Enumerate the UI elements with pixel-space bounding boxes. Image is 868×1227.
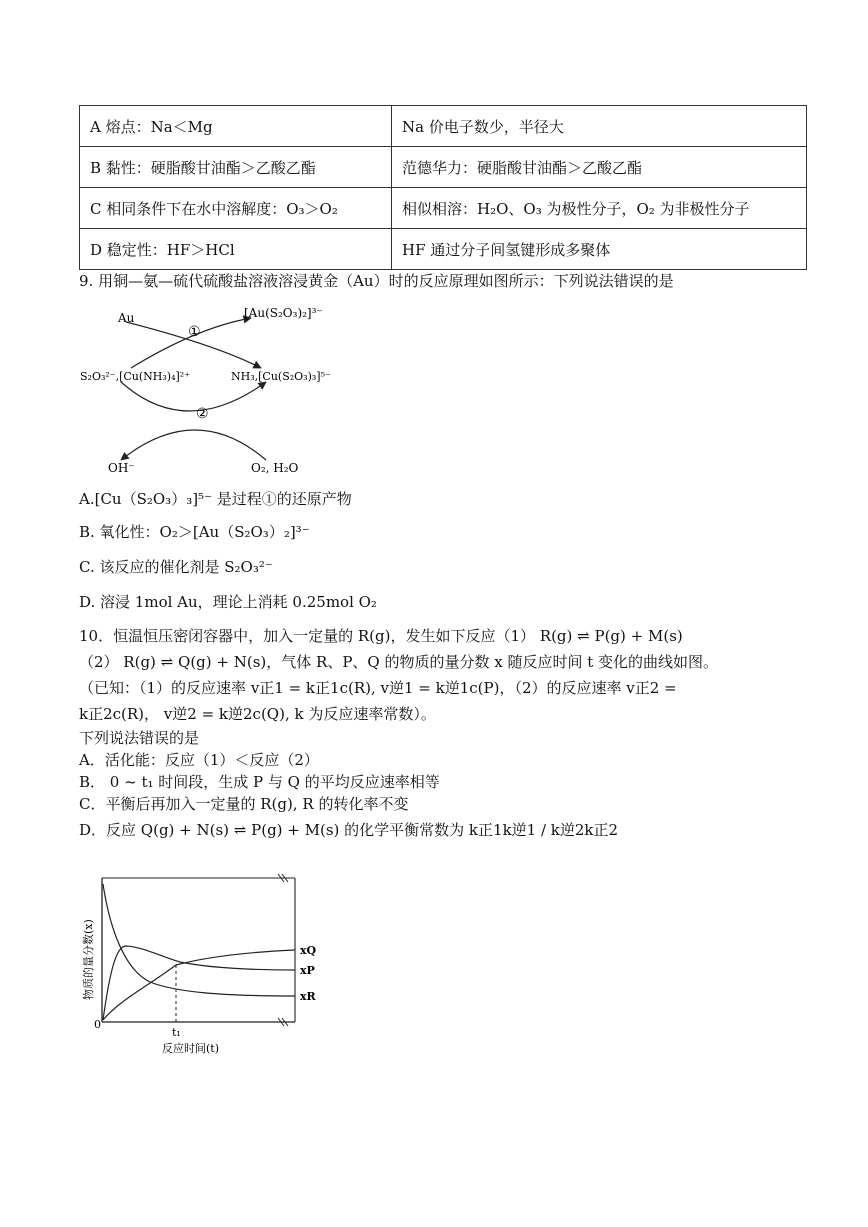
question-10-line-1: 10．恒温恒压密闭容器中，加入一定量的 R(g)，发生如下反应（1） R(g) ⇌ P(g) + M(s) [79, 627, 683, 645]
label-au: Au [118, 311, 135, 325]
reaction-cycle-diagram [76, 300, 356, 480]
question-10-line-4: k正2c(R)， v逆2 = k逆2c(Q), k 为反应速率常数）。 [79, 705, 436, 723]
q9-option-d: D. 溶浸 1mol Au，理论上消耗 0.25mol O₂ [79, 593, 377, 611]
q10-option-c: C．平衡后再加入一定量的 R(g), R 的转化率不变 [79, 795, 409, 813]
table-cell: B 黏性：硬脂酸甘油酯＞乙酸乙酯 [80, 147, 392, 188]
question-10-line-5: 下列说法错误的是 [79, 729, 200, 747]
question-10-line-2: （2） R(g) ⇌ Q(g) + N(s)，气体 R、P、Q 的物质的量分数 x 随反应时间 t 变化的曲线如图。 [79, 653, 719, 671]
question-9-stem: 9. 用铜—氨—硫代硫酸盐溶液溶浸黄金（Au）时的反应原理如图所示：下列说法错误的是 [79, 272, 674, 290]
table-cell: 范德华力：硬脂酸甘油酯＞乙酸乙酯 [392, 147, 807, 188]
table-cell: Na 价电子数少，半径大 [392, 106, 807, 147]
q10-option-b: B． 0 ~ t₁ 时间段，生成 P 与 Q 的平均反应速率相等 [79, 773, 440, 791]
label-au-complex: [Au(S₂O₃)₂]³⁻ [244, 306, 323, 320]
mole-fraction-graph [70, 870, 330, 1060]
curve-xr [103, 884, 295, 996]
label-left-mid: S₂O₃²⁻,[Cu(NH₃)₄]²⁺ [80, 370, 191, 383]
table-cell: C 相同条件下在水中溶解度：O₃＞O₂ [80, 188, 392, 229]
table-cell: D 稳定性：HF＞HCl [80, 229, 392, 270]
table-row [80, 229, 807, 270]
curve-xq [103, 950, 295, 1020]
label-step-2: ② [196, 406, 209, 422]
label-xp: xP [300, 964, 315, 977]
q9-option-a: A.[Cu（S₂O₃）₃]⁵⁻ 是过程①的还原产物 [79, 490, 352, 508]
label-oh: OH⁻ [108, 461, 135, 475]
q10-option-a: A．活化能：反应（1）＜反应（2） [79, 751, 319, 769]
label-xq: xQ [300, 944, 317, 957]
table-row [80, 188, 807, 229]
arrow-cycle-bottom [121, 430, 266, 460]
arrow-cycle-top [121, 382, 266, 411]
label-xr: xR [300, 990, 316, 1003]
table-cell: 相似相溶：H₂O、O₃ 为极性分子，O₂ 为非极性分子 [392, 188, 807, 229]
table-row [80, 147, 807, 188]
q9-option-c: C. 该反应的催化剂是 S₂O₃²⁻ [79, 558, 273, 576]
label-o2-h2o: O₂, H₂O [251, 461, 299, 475]
q10-option-d: D．反应 Q(g) + N(s) ⇌ P(g) + M(s) 的化学平衡常数为 k正1k逆1 / k逆2k正2 [79, 821, 619, 839]
curve-xp [103, 946, 295, 1020]
table-row [80, 106, 807, 147]
label-x-axis: 反应时间(t) [162, 1042, 220, 1055]
q9-option-b: B. 氧化性：O₂＞[Au（S₂O₃）₂]³⁻ [79, 523, 310, 541]
label-y-axis: 物质的量分数(x) [82, 919, 95, 1000]
table-cell: HF 通过分子间氢键形成多聚体 [392, 229, 807, 270]
label-right-mid: NH₃,[Cu(S₂O₃)₃]⁵⁻ [231, 370, 331, 383]
comparison-table [79, 105, 807, 270]
label-origin: 0 [94, 1018, 101, 1031]
question-10-line-3: （已知：（1）的反应速率 v正1 = k正1c(R), v逆1 = k逆1c(P)，（2）的反应速率 v正2 = [79, 679, 677, 697]
label-t1: t₁ [172, 1026, 181, 1039]
table-cell: A 熔点：Na＜Mg [80, 106, 392, 147]
label-step-1: ① [188, 324, 201, 340]
